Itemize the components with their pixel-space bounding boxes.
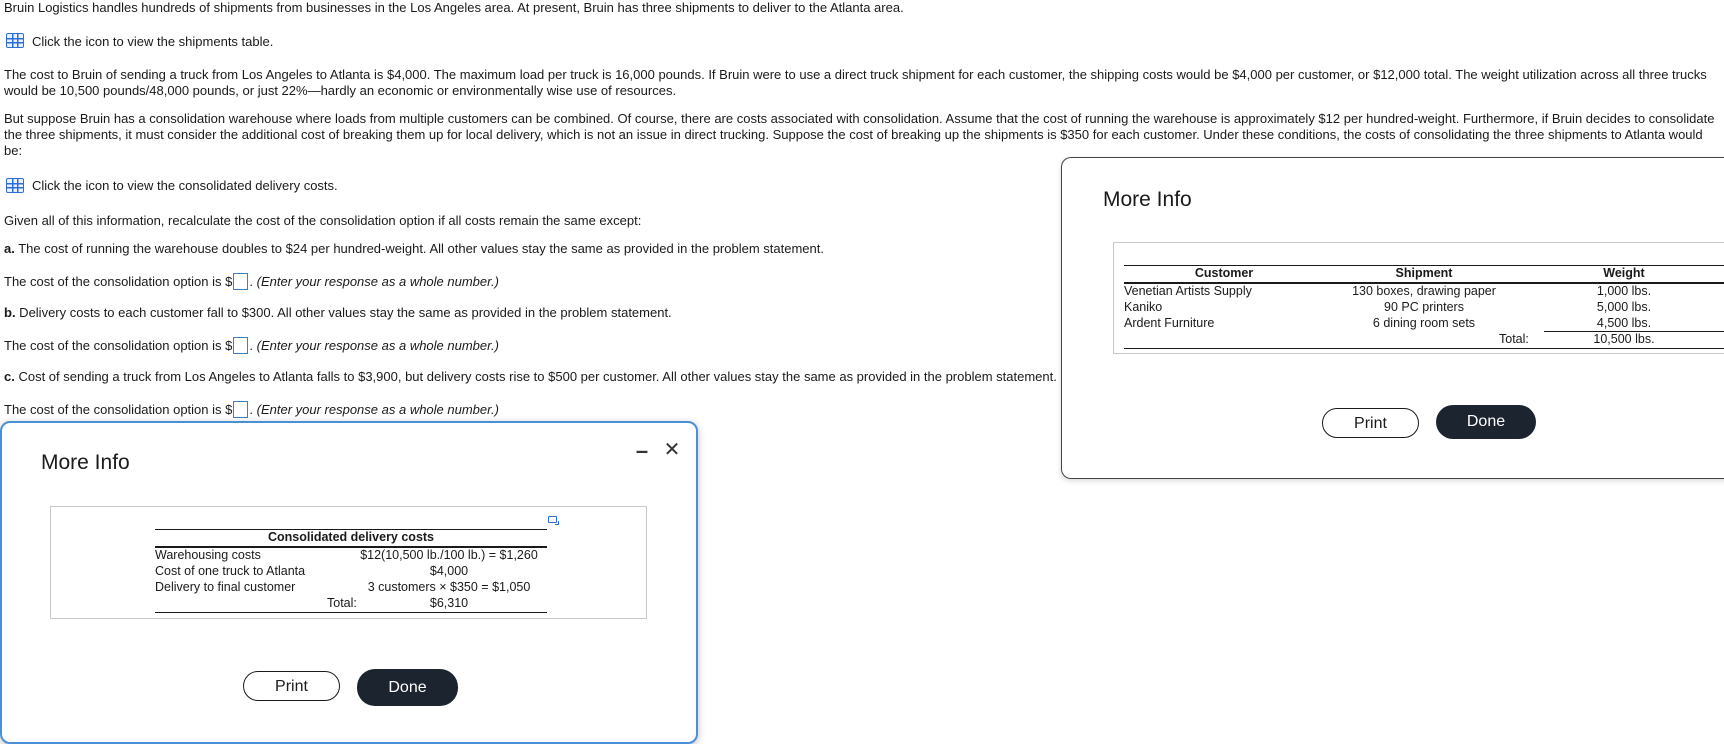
intro-text: Bruin Logistics handles hundreds of shipments from businesses in the Los Angeles area. At present, Bruin has three shipments to deliver to the Atlanta area. <box>4 0 904 15</box>
answer-hint: (Enter your response as a whole number.) <box>256 338 499 353</box>
answer-dot: . <box>249 274 253 289</box>
cell-weight: 5,000 lbs. <box>1596 300 1652 314</box>
question-letter: b. <box>4 305 16 320</box>
answer-row-c <box>4 401 499 418</box>
question-letter: c. <box>4 369 15 384</box>
cell-label: Warehousing costs <box>155 548 261 562</box>
answer-row-a <box>4 273 499 290</box>
question-a <box>4 241 824 256</box>
answer-prefix: The cost of the consolidation option is $ <box>4 338 233 353</box>
answer-dot: . <box>249 402 253 417</box>
cell-value: $4,000 <box>429 564 469 578</box>
header-weight: Weight <box>1603 266 1645 280</box>
cell-value: $12(10,500 lb./100 lb.) = $1,260 <box>360 548 538 562</box>
total-label: Total: <box>1499 332 1529 346</box>
shipments-table-link[interactable]: Click the icon to view the shipments table. <box>32 34 274 49</box>
print-button[interactable]: Print <box>243 671 340 701</box>
cell-customer: Ardent Furniture <box>1124 316 1215 330</box>
question-text: The cost of running the warehouse doubles to $24 per hundred-weight. All other values stay the same as provided in the problem statement. <box>14 241 824 256</box>
table-rule <box>1124 348 1724 349</box>
header-shipment: Shipment <box>1395 266 1453 280</box>
table-icon[interactable] <box>6 33 24 48</box>
table-icon[interactable] <box>6 178 24 193</box>
cell-weight: 4,500 lbs. <box>1596 316 1652 330</box>
question-c <box>4 369 1057 384</box>
answer-prefix: The cost of the consolidation option is $ <box>4 274 233 289</box>
answer-dot: . <box>249 338 253 353</box>
answer-input-b[interactable] <box>233 337 248 354</box>
consolidated-costs-link[interactable]: Click the icon to view the consolidated delivery costs. <box>32 178 338 193</box>
answer-row-b <box>4 337 499 354</box>
cell-shipment: 130 boxes, drawing paper <box>1352 284 1496 298</box>
modal-title: More Info <box>41 451 130 474</box>
cell-customer: Venetian Artists Supply <box>1124 284 1252 298</box>
print-button[interactable]: Print <box>1322 408 1419 438</box>
cell-weight: 1,000 lbs. <box>1596 284 1652 298</box>
cell-label: Cost of one truck to Atlanta <box>155 564 306 578</box>
table-title: Consolidated delivery costs <box>267 530 435 544</box>
done-button[interactable]: Done <box>1436 405 1536 439</box>
total-weight: 10,500 lbs. <box>1593 332 1655 346</box>
modal-title: More Info <box>1103 188 1192 211</box>
cell-label: Delivery to final customer <box>155 580 296 594</box>
paragraph-direct-shipping: The cost to Bruin of sending a truck from Los Angeles to Atlanta is $4,000. The maximum load per truck is 16,000 pounds. If Bruin were to use a direct truck shipment for each customer, the shipping costs would be $4,000 per customer, or $12,000 total. The weight utilization across all three trucks would be 10,500 pounds/48,000 pounds, or just 22%—hardly an economic or environmentally wise use of resources. <box>4 67 1707 98</box>
question-text: Delivery costs to each customer fall to $300. All other values stay the same as provided in the problem statement. <box>15 305 672 320</box>
cell-shipment: 6 dining room sets <box>1372 316 1476 330</box>
shipments-table <box>1113 242 1724 354</box>
question-letter: a. <box>4 241 15 256</box>
question-text: Cost of sending a truck from Los Angeles to Atlanta falls to $3,900, but delivery costs rise to $500 per customer. All other values stay the same as provided in the problem statement. <box>14 369 1057 384</box>
paragraph-consolidation: But suppose Bruin has a consolidation warehouse where loads from multiple customers can be combined. Of course, there are costs associated with consolidation. Assume that the cost of running the warehouse is approximately $12 per hundred-weight. Furthermore, if Bruin decides to consolidate the three shipments, it must consider the additional cost of breaking them up for local delivery, which is not an issue in direct trucking. Suppose the cost of breaking up the shipments is $350 for each customer. Under these conditions, the costs of consolidating the three shipments to Atlanta would be: <box>4 111 1715 158</box>
consolidated-costs-modal <box>0 421 698 744</box>
given-text: Given all of this information, recalculate the cost of the consolidation option if all costs remain the same except: <box>4 213 642 228</box>
question-b <box>4 305 672 320</box>
total-label: Total: <box>327 596 357 610</box>
cell-customer: Kaniko <box>1124 300 1163 314</box>
shipments-modal <box>1061 157 1724 479</box>
expand-icon[interactable] <box>548 516 557 523</box>
total-value: $6,310 <box>429 596 469 610</box>
close-icon[interactable]: ✕ <box>663 439 681 461</box>
answer-input-a[interactable] <box>233 273 248 290</box>
answer-hint: (Enter your response as a whole number.) <box>256 402 499 417</box>
answer-hint: (Enter your response as a whole number.) <box>256 274 499 289</box>
consolidated-costs-table <box>50 506 647 619</box>
answer-input-c[interactable] <box>233 401 248 418</box>
cell-value: 3 customers × $350 = $1,050 <box>367 580 531 594</box>
answer-prefix: The cost of the consolidation option is $ <box>4 402 233 417</box>
cell-shipment: 90 PC printers <box>1384 300 1464 314</box>
minimize-icon[interactable]: – <box>635 438 649 463</box>
table-rule <box>155 612 547 613</box>
header-customer: Customer <box>1194 266 1254 280</box>
done-button[interactable]: Done <box>357 669 458 706</box>
